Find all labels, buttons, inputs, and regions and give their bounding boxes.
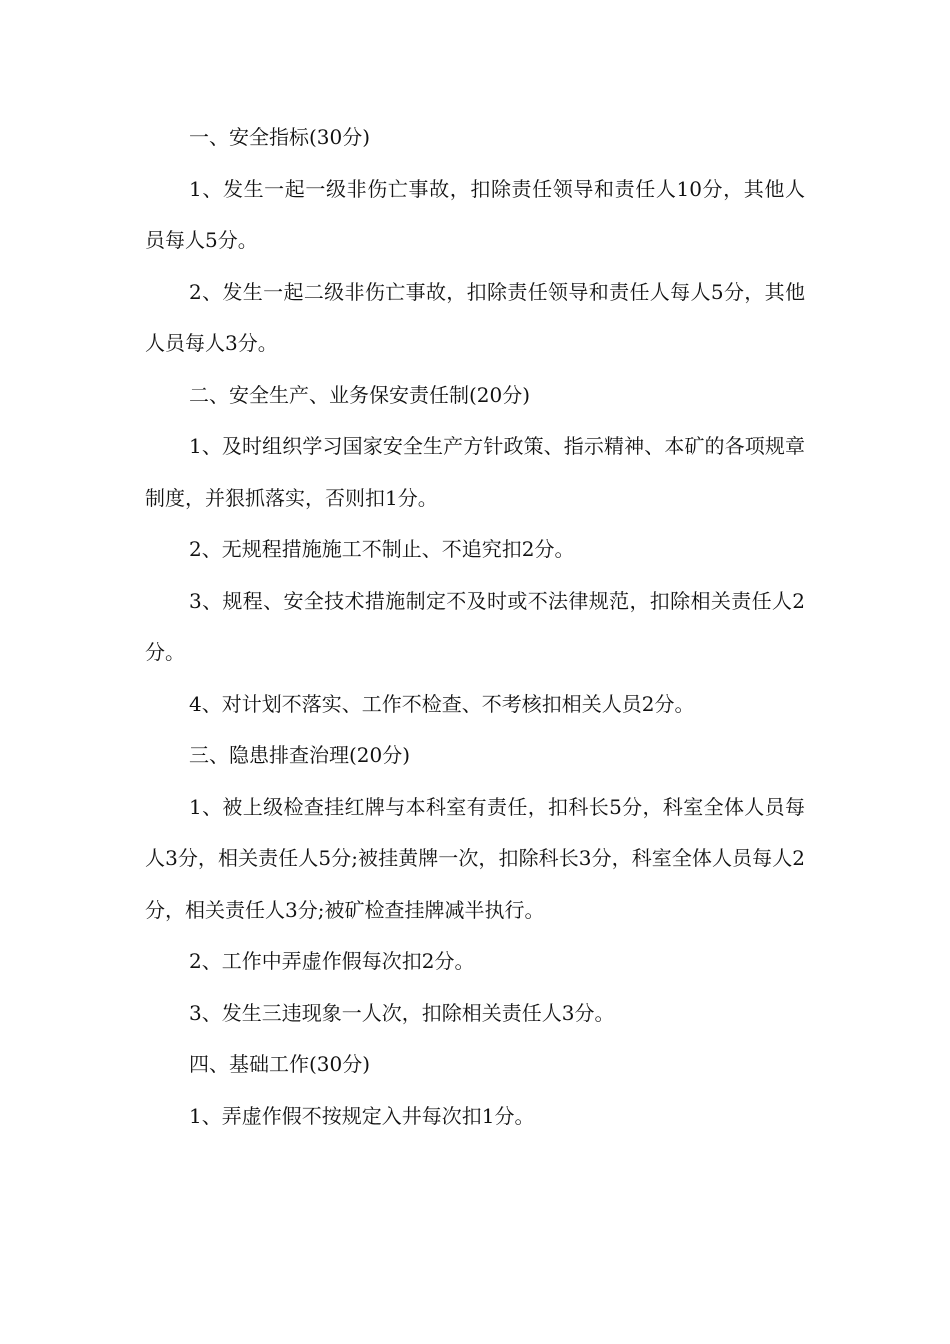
paragraph: 1、发生一起一级非伤亡事故，扣除责任领导和责任人10分，其他人员每人5分。 — [145, 176, 805, 252]
paragraph: 1、弄虚作假不按规定入井每次扣1分。 — [189, 1103, 535, 1128]
paragraph: 2、无规程措施施工不制止、不追究扣2分。 — [189, 537, 575, 561]
paragraph: 3、规程、安全技术措施制定不及时或不法律规范，扣除相关责任人2分。 — [145, 588, 805, 664]
paragraph: 4、对计划不落实、工作不检查、不考核扣相关人员2分。 — [189, 691, 695, 716]
section-heading-hazard-investigation: 三、隐患排查治理(20分) — [189, 743, 411, 767]
paragraph: 1、被上级检查挂红牌与本科室有责任，扣科长5分，科室全体人员每人3分，相关责任人5分;被挂黄牌一次，扣除科长3分，科室全体人员每人2分，相关责任人3分;被矿检查挂牌减半执行。 — [145, 794, 805, 922]
section-heading-basic-work: 四、基础工作(30分) — [189, 1052, 371, 1076]
section-heading-safety-indicators: 一、安全指标(30分) — [189, 125, 371, 149]
paragraph: 3、发生三违现象一人次，扣除相关责任人3分。 — [189, 1000, 615, 1025]
paragraph: 1、及时组织学习国家安全生产方针政策、指示精神、本矿的各项规章制度，并狠抓落实，否则扣1分。 — [145, 434, 805, 510]
paragraph: 2、发生一起二级非伤亡事故，扣除责任领导和责任人每人5分，其他人员每人3分。 — [145, 279, 805, 355]
section-heading-responsibility-system: 二、安全生产、业务保安责任制(20分) — [189, 382, 531, 407]
document-body — [145, 112, 805, 1142]
paragraph: 2、工作中弄虚作假每次扣2分。 — [189, 949, 475, 973]
